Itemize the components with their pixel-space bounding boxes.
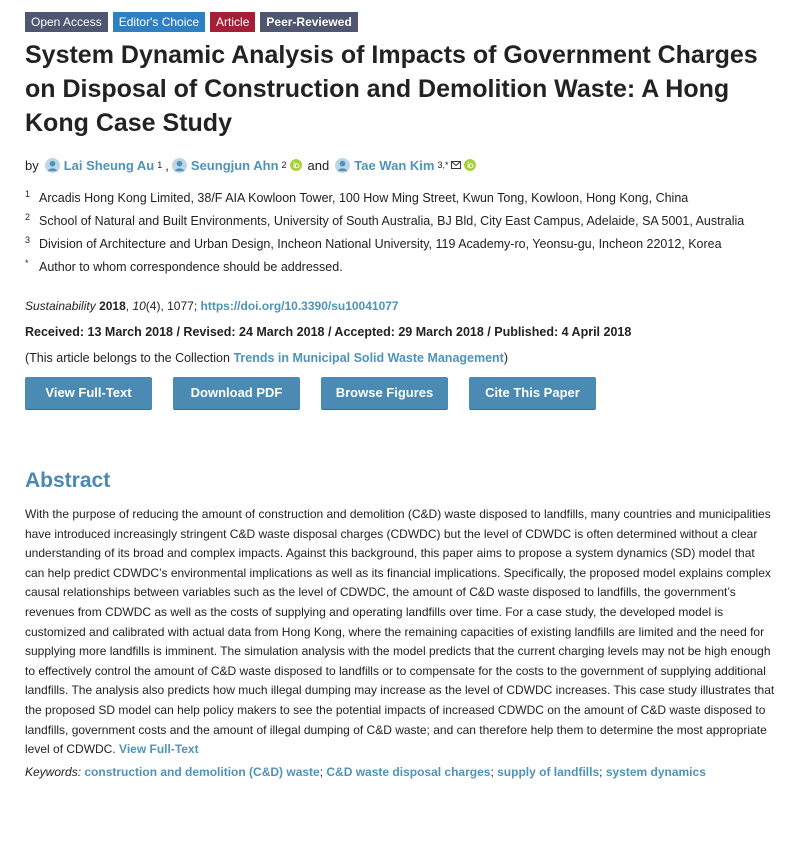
and-label: and (307, 157, 330, 173)
orcid-icon[interactable] (290, 159, 302, 171)
affiliation-text: Arcadis Hong Kong Limited, 38/F AIA Kowloon Tower, 100 How Ming Street, Kwun Tong, Kowloon, Hong Kong, China (39, 191, 689, 205)
author-3[interactable] (335, 158, 476, 173)
citation-volume: 10 (132, 299, 146, 313)
affiliation-item (25, 211, 776, 231)
abstract-body (25, 505, 776, 760)
author-affiliation-number: 1 (157, 160, 163, 170)
keyword-link[interactable]: C&D waste disposal charges (326, 764, 491, 779)
open-access-badge[interactable]: Open Access (25, 12, 108, 32)
affiliation-number: 2 (25, 212, 31, 222)
author-1[interactable] (45, 158, 163, 173)
peer-reviewed-badge[interactable]: Peer-Reviewed (260, 12, 357, 32)
keywords-label: Keywords: (25, 764, 82, 779)
author-icon (335, 158, 350, 173)
affiliation-text: Division of Architecture and Urban Design, Incheon National University, 119 Academy-ro, Yeonsu-gu, Incheon 22012, Korea (39, 237, 722, 251)
affiliation-list (25, 188, 776, 277)
affiliation-item (25, 234, 776, 254)
affiliation-text: School of Natural and Built Environments, University of South Australia, BJ Bld, City East Campus, Adelaide, SA 5001, Australia (39, 214, 745, 228)
author-separator: , (165, 157, 169, 173)
affiliation-number: 1 (25, 189, 31, 199)
author-affiliation-number: 2 (281, 160, 287, 170)
doi-link[interactable]: https://doi.org/10.3390/su10041077 (200, 299, 399, 313)
affiliation-number: 3 (25, 235, 31, 245)
by-label: by (25, 157, 39, 173)
keyword-link[interactable]: construction and demolition (C&D) waste (84, 764, 320, 779)
collection-link[interactable]: Trends in Municipal Solid Waste Management (233, 351, 504, 365)
keyword-link[interactable]: system dynamics (605, 764, 706, 779)
author-icon (45, 158, 60, 173)
keywords-line: Keywords: construction and demolition (C&D) waste; C&D waste disposal charges; supply of landfills; system dynamics (25, 764, 706, 779)
journal-name: Sustainability (25, 299, 96, 313)
browse-figures-button[interactable]: Browse Figures (321, 377, 448, 409)
orcid-icon[interactable] (464, 159, 476, 171)
author-name[interactable]: Seungjun Ahn (190, 157, 279, 173)
badge-row (25, 0, 776, 32)
mail-icon[interactable] (451, 161, 461, 169)
abstract-view-full-text-link[interactable]: View Full-Text (119, 742, 199, 757)
editors-choice-badge[interactable]: Editor's Choice (113, 12, 205, 32)
abstract-heading: Abstract (25, 469, 111, 492)
affiliation-item (25, 257, 776, 277)
download-pdf-button[interactable]: Download PDF (173, 377, 300, 409)
author-name[interactable]: Lai Sheung Au (63, 157, 155, 173)
article-type-badge: Article (210, 12, 255, 32)
affiliation-text: Author to whom correspondence should be addressed. (39, 260, 343, 274)
citation-line: Sustainability 2018, 10(4), 1077; https://doi.org/10.3390/su10041077 (25, 299, 399, 313)
collection-suffix: ) (503, 351, 509, 365)
view-full-text-button[interactable]: View Full-Text (25, 377, 152, 409)
author-line (25, 154, 776, 176)
cite-this-paper-button[interactable]: Cite This Paper (469, 377, 596, 409)
keyword-link[interactable]: supply of landfills (497, 764, 600, 779)
collection-note (25, 351, 776, 365)
publication-dates: Received: 13 March 2018 / Revised: 24 March 2018 / Accepted: 29 March 2018 / Published: 4 April 2018 (25, 325, 632, 339)
author-affiliation-number: 3,* (437, 160, 449, 170)
article-action-buttons (25, 377, 776, 409)
affiliation-number: * (25, 258, 29, 268)
author-name[interactable]: Tae Wan Kim (354, 157, 435, 173)
author-2[interactable] (172, 158, 302, 173)
abstract-text: With the purpose of reducing the amount of construction and demolition (C&D) waste disposed to landfills, many countries and municipalities have introduced increasingly stringent C&D waste disposal charges (CDWDC) but the level of CDWDC is often determined without a clear understanding of its broad and complex impacts. Against this background, this paper aims to propose a system dynamics (SD) model that can help predict CDWDC’s environmental implications as well as its financial implications. Specifically, the proposed model explains complex causal relationships between variables such as the level of CDWDC, the amount of C&D waste disposed to landfills, the government’s revenues from CDWDC as well as the costs of supplying and operating landfills over time. For a case study, the developed model is customized and calibrated with actual data from Hong Kong, where the remaining capacities of existing landfills are limited and the need for supplying more landfills is imminent. The simulation analysis with the model predicts that the current charging levels may not be high enough to effectively control the amount of C&D waste disposed to landfills or to compensate for the costs to the government of supplying additional landfills. The analysis also predicts how much illegal dumping may increase as the level of CDWDC increases. This case study illustrates that the proposed SD model can help policy makers to see the potential impacts of increased CDWDC on the amount of C&D waste disposed to landfills, government costs and the amount of illegal dumping of C&D waste; and can therefore help them to determine the most appropriate level of CDWDC. (25, 507, 775, 757)
citation-issue-pages: (4), 1077; (145, 299, 198, 313)
collection-prefix: (This article belongs to the Collection (25, 351, 234, 365)
author-icon (172, 158, 187, 173)
article-title: System Dynamic Analysis of Impacts of Government Charges on Disposal of Construction and Demolition Waste: A Hong Kong Case Study (25, 41, 758, 137)
citation-year: 2018 (99, 299, 126, 313)
affiliation-item (25, 188, 776, 208)
